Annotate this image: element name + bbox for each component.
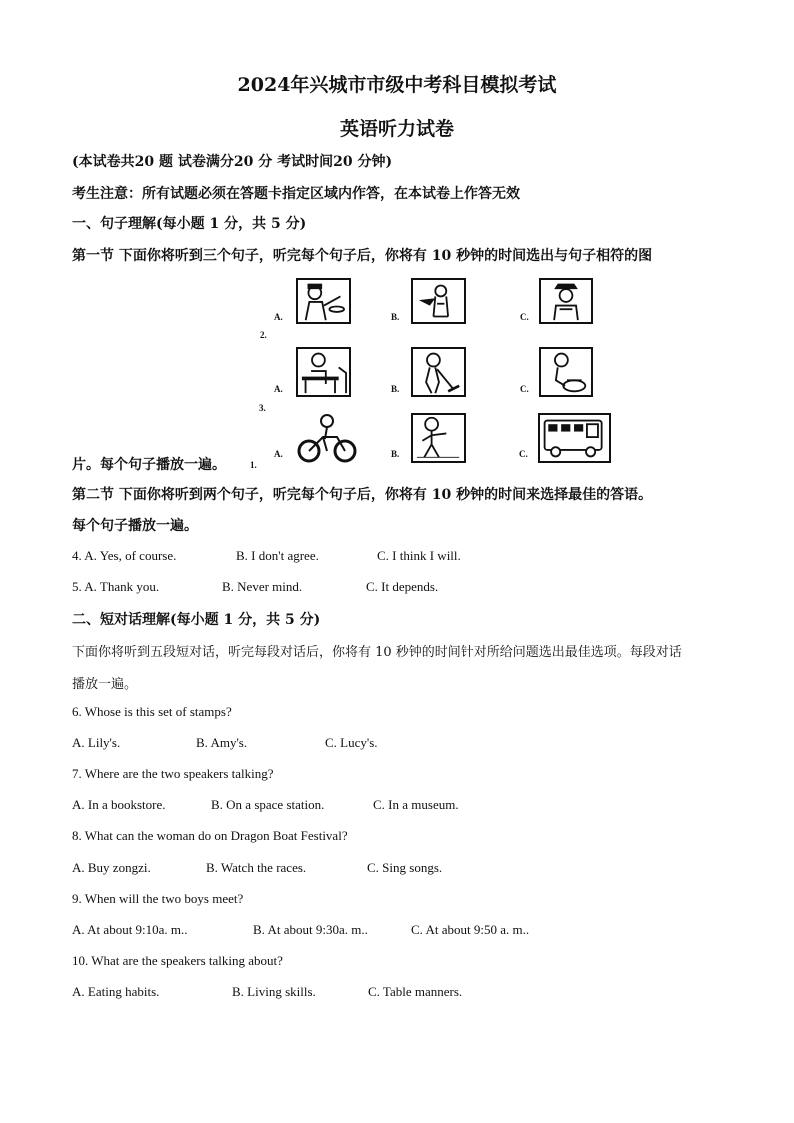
option: C. Sing songs. <box>367 860 443 875</box>
sweeping-icon <box>411 347 466 397</box>
option: A. Eating habits. <box>72 984 160 999</box>
exam-info: (本试卷共20 题 试卷满分20 分 考试时间20 分钟) <box>72 154 393 170</box>
option: A. At about 9:10a. m.. <box>72 922 188 937</box>
option-label: C. <box>520 312 529 322</box>
row-number: 2. <box>260 330 267 340</box>
option: B. Living skills. <box>232 984 316 999</box>
part2-heading: 二、短对话理解(每小题 1 分，共 5 分) <box>72 612 321 628</box>
gardening-icon <box>539 347 593 397</box>
option-label: A. <box>274 384 283 394</box>
option-label: B. <box>391 384 400 394</box>
section2-instructions: 第二节 下面你将听到两个句子，听完每个句子后，你将有 10 秒钟的时间来选择最佳的答语。 <box>72 487 653 503</box>
part2-instructions-cont: 播放一遍。 <box>72 677 138 692</box>
option: C. In a museum. <box>373 797 459 812</box>
pilot-icon <box>539 278 593 324</box>
chef-icon <box>296 278 351 324</box>
question-stem: 7. Where are the two speakers talking? <box>72 766 274 781</box>
option-label: A. <box>274 312 283 322</box>
option: B. Amy's. <box>196 735 248 750</box>
exam-subtitle: 英语听力试卷 <box>339 118 454 140</box>
section1-instructions: 第一节 下面你将听到三个句子，听完每个句子后，你将有 10 秒钟的时间选出与句子相符的图 <box>72 248 653 264</box>
option: C. I think I will. <box>377 548 461 563</box>
bus-icon <box>538 413 611 463</box>
option: A. In a bookstore. <box>72 797 166 812</box>
option: C. Table manners. <box>368 984 463 999</box>
option: B. Watch the races. <box>206 860 307 875</box>
option-label: B. <box>391 312 400 322</box>
option: B. At about 9:30a. m.. <box>253 922 368 937</box>
option: C. Lucy's. <box>325 735 378 750</box>
section1-instructions-cont: 片。每个句子播放一遍。 <box>72 457 226 473</box>
option-label: B. <box>391 449 400 459</box>
option: 4. A. Yes, of course. <box>72 548 177 563</box>
walking-icon <box>411 413 466 463</box>
option-label: C. <box>520 384 529 394</box>
row-number: 1. <box>250 460 257 470</box>
option: A. Buy zongzi. <box>72 860 151 875</box>
option-label: A. <box>274 449 283 459</box>
option-label: C. <box>519 449 528 459</box>
question-stem: 9. When will the two boys meet? <box>72 891 244 906</box>
question-stem: 10. What are the speakers talking about? <box>72 953 283 968</box>
row-number: 3. <box>259 403 266 413</box>
option: C. At about 9:50 a. m.. <box>411 922 530 937</box>
option: B. I don't agree. <box>236 548 319 563</box>
exam-notice: 考生注意：所有试题必须在答题卡指定区域内作答，在本试卷上作答无效 <box>72 186 520 202</box>
part1-heading: 一、句子理解(每小题 1 分，共 5 分) <box>72 216 307 232</box>
question-stem: 8. What can the woman do on Dragon Boat Festival? <box>72 828 348 843</box>
option: C. It depends. <box>366 579 439 594</box>
astronaut-icon <box>411 278 466 324</box>
question-stem: 6. Whose is this set of stamps? <box>72 704 232 719</box>
option: A. Lily's. <box>72 735 121 750</box>
option: B. On a space station. <box>211 797 325 812</box>
option: B. Never mind. <box>222 579 303 594</box>
option: 5. A. Thank you. <box>72 579 160 594</box>
studying-icon <box>296 347 351 397</box>
exam-title: 2024年兴城市市级中考科目模拟考试 <box>237 74 557 96</box>
part2-instructions: 下面你将听到五段短对话，听完每段对话后，你将有 10 秒钟的时间针对所给问题选出最佳选项。每段对话 <box>72 645 682 660</box>
cycling-icon <box>297 413 357 463</box>
section2-instructions-cont: 每个句子播放一遍。 <box>72 518 198 534</box>
